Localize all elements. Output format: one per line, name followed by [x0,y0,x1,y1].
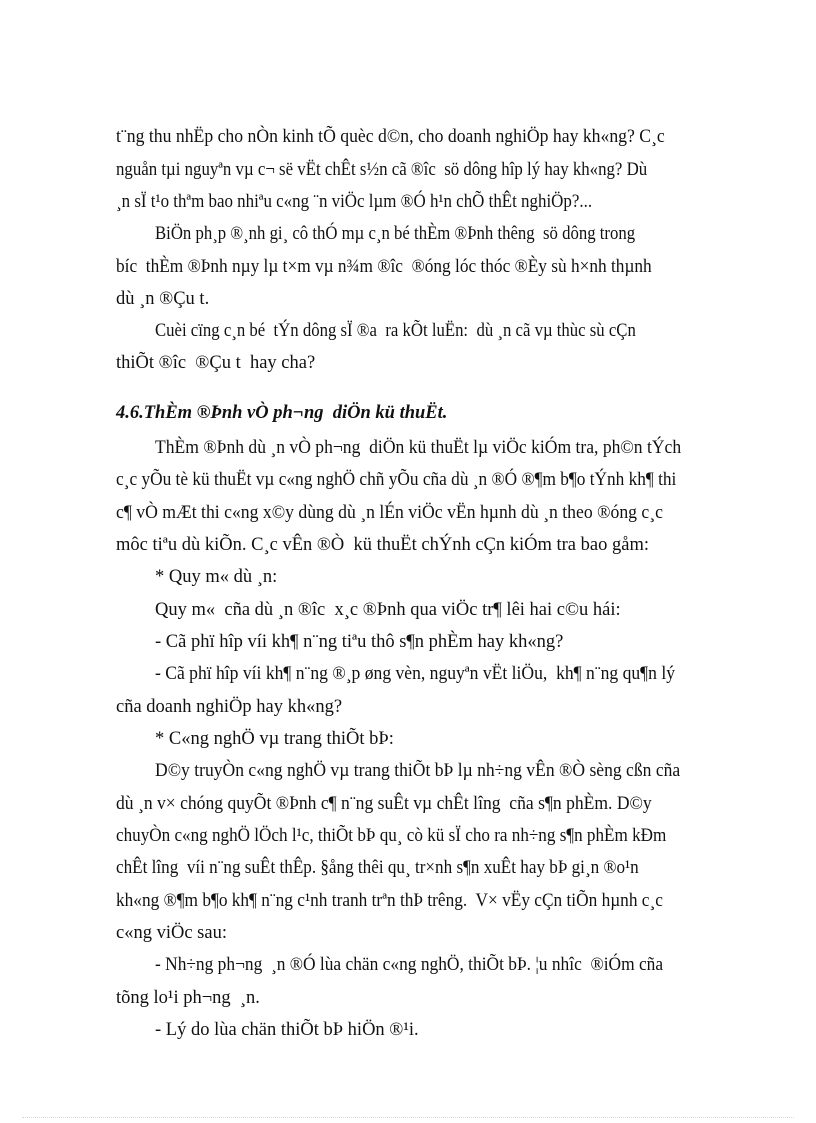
text-line: - Cã phï hîp víi kh¶ n¨ng tiªu thô s¶n phÈm hay kh«ng? [155,632,564,652]
text-line: * Quy m« dù ¸n: [155,567,278,587]
text-line: Quy m« cña dù ¸n ®îc x¸c ®Þnh qua viÖc tr¶ lêi hai c©u hái: [155,600,621,620]
text-line: t¨ng thu nhËp cho nÒn kinh tÕ quèc d©n, cho doanh nghiÖp hay kh«ng? C¸c [116,127,665,147]
text-line: ¸n sÏ t¹o thªm bao nhiªu c«ng ¨n viÖc lµm ®Ó h¹n chÕ thÊt nghiÖp?... [116,192,593,212]
text-line: chuyÒn c«ng nghÖ lÖch l¹c, thiÕt bÞ qu¸ cò kü sÏ cho ra nh÷ng s¶n phÈm kÐm [116,826,667,846]
text-line: dù ¸n v× chóng quyÕt ®Þnh c¶ n¨ng suÊt vµ chÊt lîng cña s¶n phÈm. D©y [116,794,652,814]
text-line: BiÖn ph¸p ®¸nh gi¸ cô thÓ mµ c¸n bé thÈm ®Þnh thêng sö dông trong [155,224,636,244]
text-line: - Cã phï hîp víi kh¶ n¨ng ®¸p øng vèn, nguyªn vËt liÖu, kh¶ n¨ng qu¶n lý [155,664,676,684]
text-line: c¸c yÕu tè kü thuËt vµ c«ng nghÖ chñ yÕu cña dù ¸n ®Ó ®¶m b¶o tÝnh kh¶ thi [116,470,677,490]
text-line: nguån tµi nguyªn vµ c¬ së vËt chÊt s½n cã ®îc sö dông hîp lý hay kh«ng? Dù [116,160,648,180]
footer-rule [22,1117,794,1118]
text-line: dù ¸n ®Çu t. [116,289,210,309]
text-line: tõng lo¹i ph¬ng ¸n. [116,988,260,1008]
text-line: thiÕt ®îc ®Çu t hay cha? [116,353,316,373]
text-line: Cuèi cïng c¸n bé tÝn dông sÏ ®a ra kÕt luËn: dù ¸n cã vµ thùc sù cÇn [155,321,636,341]
text-line: chÊt lîng víi n¨ng suÊt thÊp. §ång thêi qu¸ tr×nh s¶n xuÊt hay bÞ gi¸n ®o¹n [116,858,639,878]
text-line: kh«ng ®¶m b¶o kh¶ n¨ng c¹nh tranh trªn thÞ trêng. V× vËy cÇn tiÕn hµnh c¸c [116,891,663,911]
text-line: bíc thÈm ®Þnh nµy lµ t×m vµ n¾m ®îc ®óng lóc thóc ®Èy sù h×nh thµnh [116,257,652,277]
text-line: ThÈm ®Þnh dù ¸n vÒ ph¬ng diÖn kü thuËt lµ viÖc kiÓm tra, ph©n tÝch [155,438,682,458]
text-line: cña doanh nghiÖp hay kh«ng? [116,697,343,717]
text-line: - Nh÷ng ph¬ng ¸n ®Ó lùa chän c«ng nghÖ, thiÕt bÞ. ¦u nhîc ®iÓm cña [155,955,664,975]
text-line: c¶ vÒ mÆt thi c«ng x©y dùng dù ¸n lÉn viÖc vËn hµnh dù ¸n theo ®óng c¸c [116,503,664,523]
text-line: c«ng viÖc sau: [116,923,227,943]
text-line: môc tiªu dù kiÕn. C¸c vÊn ®Ò kü thuËt chÝnh cÇn kiÓm tra bao gåm: [116,535,649,555]
text-line: - Lý do lùa chän thiÕt bÞ hiÖn ®¹i. [155,1020,419,1040]
text-line: D©y truyÒn c«ng nghÖ vµ trang thiÕt bÞ lµ nh÷ng vÊn ®Ò sèng cßn cña [155,761,681,781]
text-line: * C«ng nghÖ vµ trang thiÕt bÞ: [155,729,394,749]
section-heading: 4.6.ThÈm ®Þnh vÒ ph¬ng diÖn kü thuËt. [116,403,448,423]
